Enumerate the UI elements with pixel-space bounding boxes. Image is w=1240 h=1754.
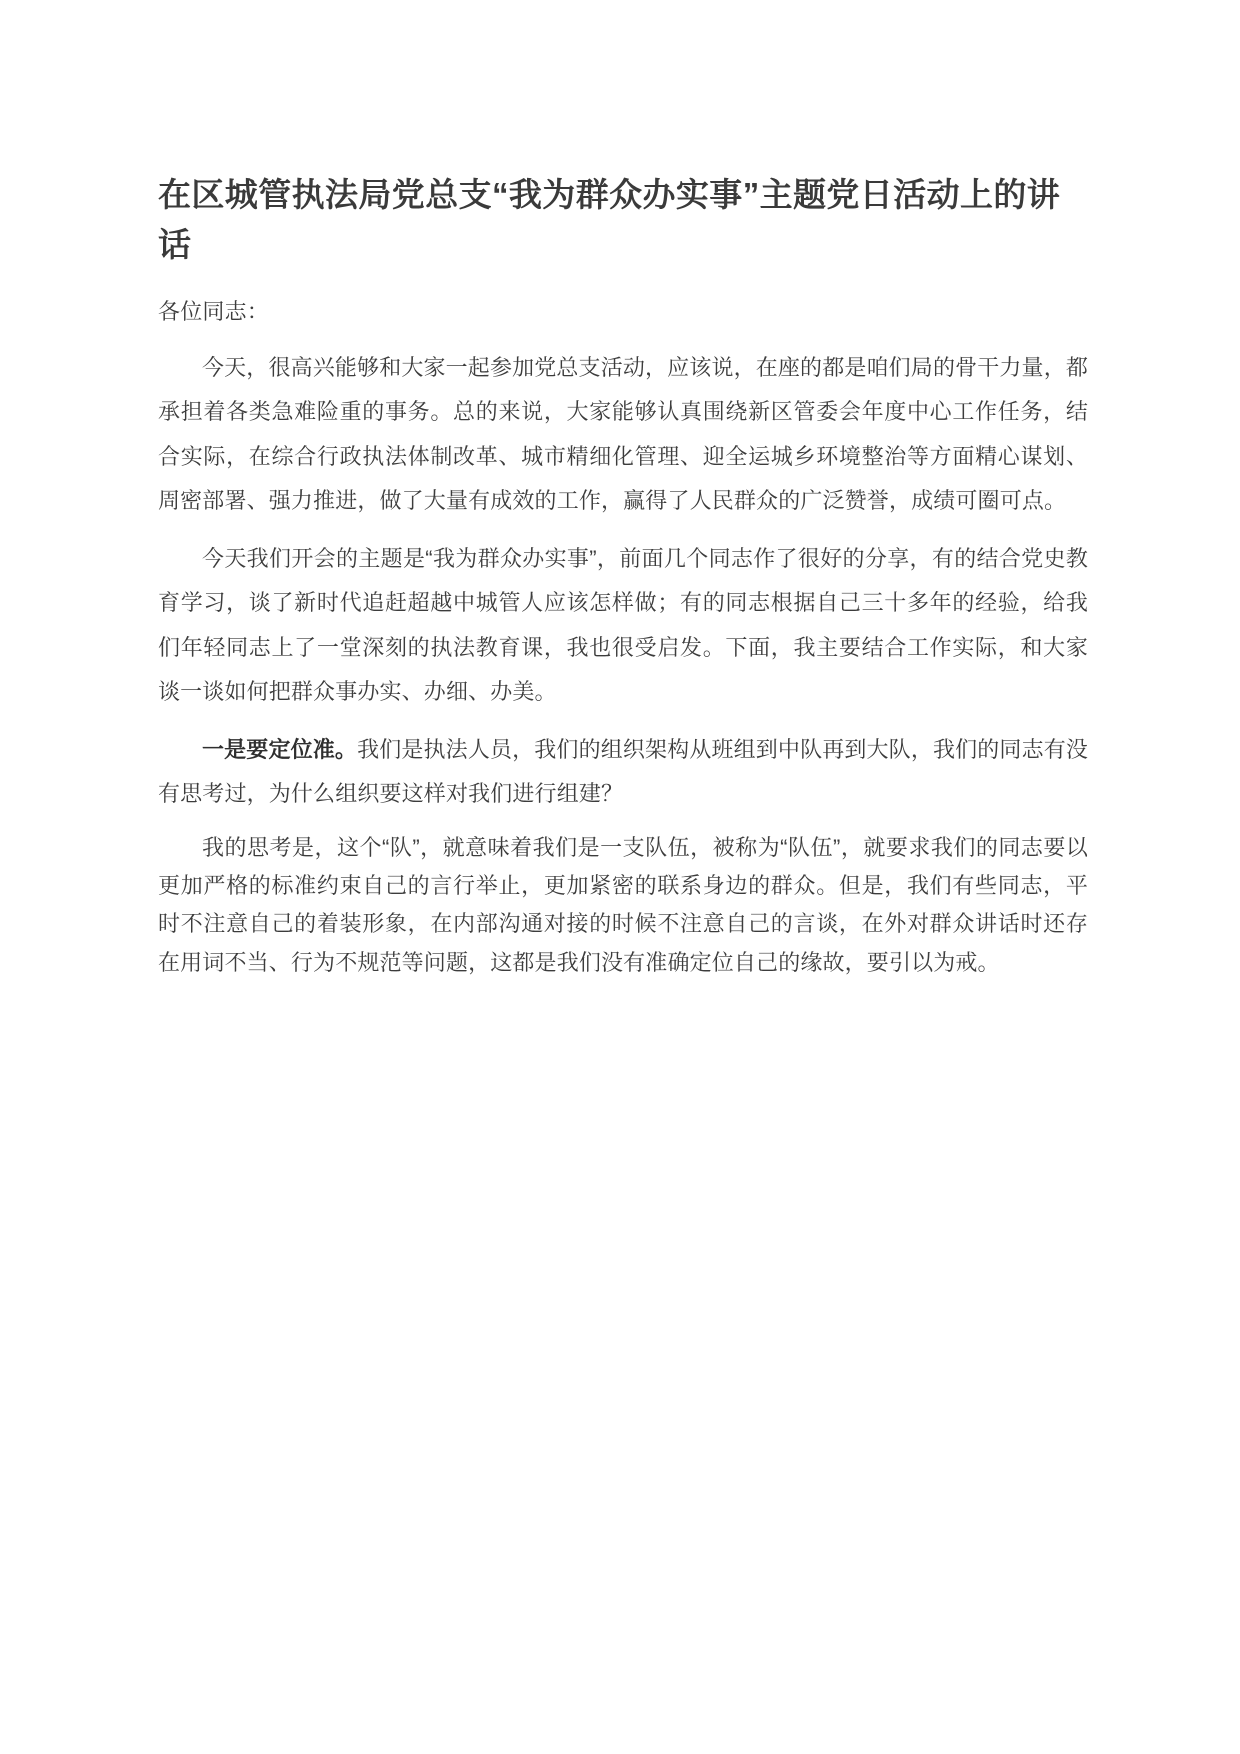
salutation: 各位同志： bbox=[158, 299, 270, 324]
paragraph-3-text: 我们是执法人员，我们的组织架构从班组到中队再到大队，我们的同志有没有思考过，为什么组织要这样对我们进行组建？ bbox=[158, 736, 1089, 806]
body-paragraph-3 bbox=[158, 728, 1088, 817]
body-paragraph-2 bbox=[158, 537, 1088, 715]
body-paragraph-1 bbox=[158, 346, 1088, 524]
body-paragraph-4 bbox=[158, 829, 1088, 981]
page-title-line-2: 活动上的讲话 bbox=[158, 176, 1061, 263]
page-title-line-1: 在区城管执法局党总支“我为群众办实事”主题党日 bbox=[158, 176, 894, 213]
paragraph-2-text: 今天我们开会的主题是“我为群众办实事”，前面几个同志作了很好的分享，有的结合党史教育学习，谈了新时代追赶超越中城管人应该怎样做；有的同志根据自己三十多年的经验，给我们年轻同志上了一堂深刻的执法教育课，我也很受启发。下面，我主要结合工作实际，和大家谈一谈如何把群众事办实、办细、办美。 bbox=[158, 545, 1088, 705]
paragraph-4-text: 我的思考是，这个“队”，就意味着我们是一支队伍，被称为“队伍”，就要求我们的同志要以更加严格的标准约束自己的言行举止，更加紧密的联系身边的群众。但是，我们有些同志，平时不注意自己的着装形象，在内部沟通对接的时候不注意自己的言谈，在外对群众讲话时还存在用词不当、行为不规范等问题，这都是我们没有准确定位自己的缘故，要引以为戒。 bbox=[158, 835, 1088, 975]
paragraph-3-lead: 一是要定位准。 bbox=[202, 736, 358, 762]
page-title bbox=[158, 170, 1088, 269]
paragraph-1-text: 今天，很高兴能够和大家一起参加党总支活动，应该说，在座的都是咱们局的骨干力量，都承担着各类急难险重的事务。总的来说，大家能够认真围绕新区管委会年度中心工作任务，结合实际，在综合行政执法体制改革、城市精细化管理、迎全运城乡环境整治等方面精心谋划、周密部署、强力推进，做了大量有成效的工作，赢得了人民群众的广泛赞誉，成绩可圈可点。 bbox=[158, 355, 1089, 514]
